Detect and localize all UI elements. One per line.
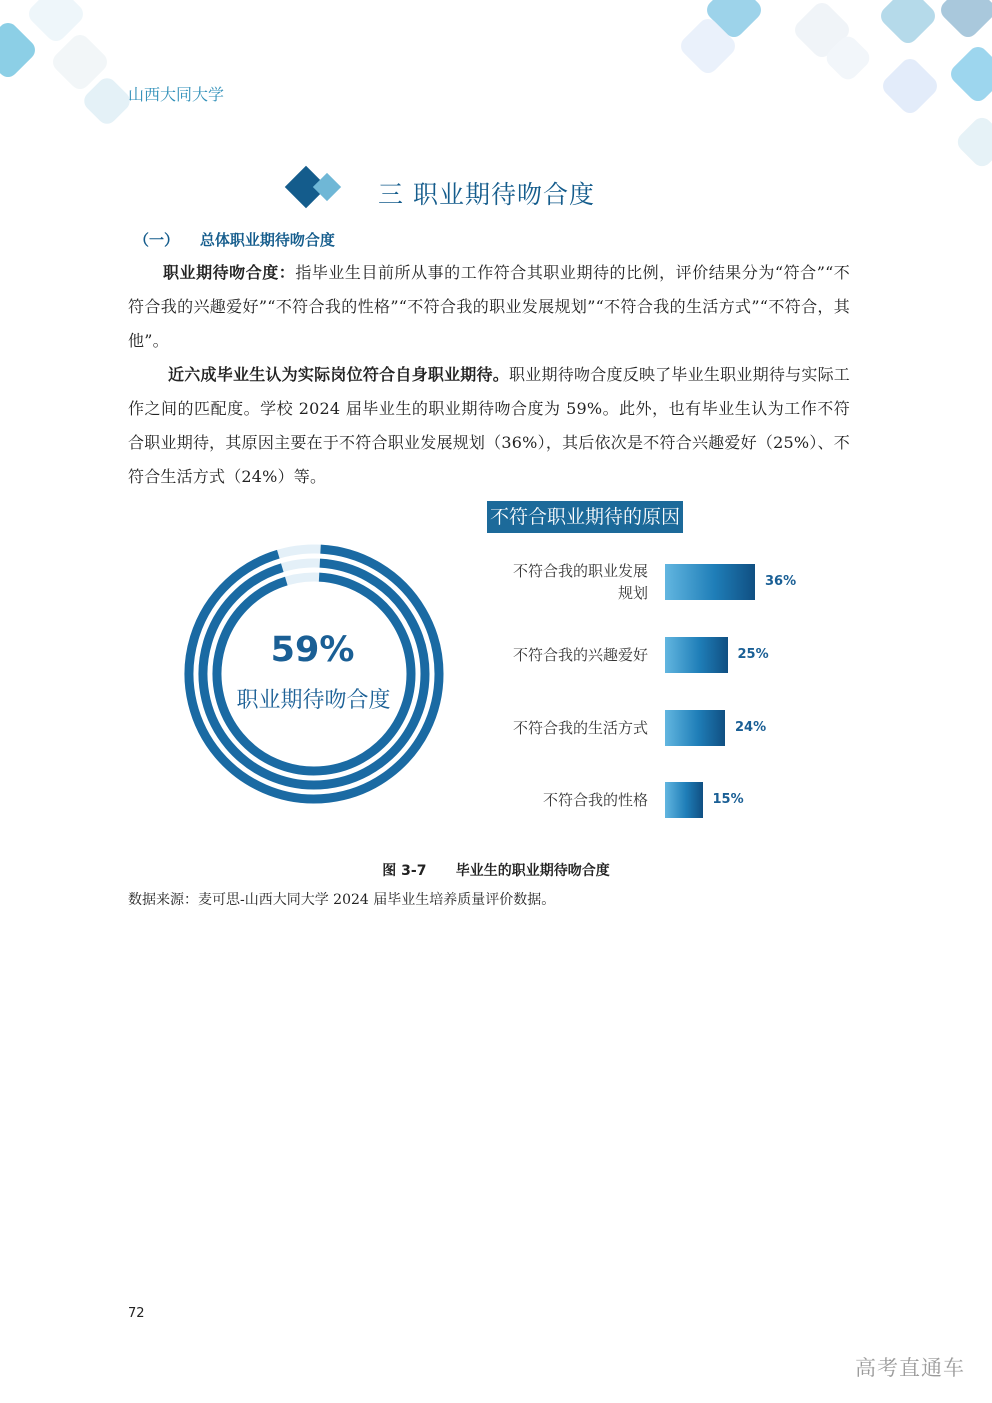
bar-category-label: 不符合我的职业发展 规划 — [512, 562, 648, 602]
donut-value-arc — [203, 563, 425, 785]
bar-category-label: 不符合我的兴趣爱好 — [512, 646, 648, 664]
bar-value-label: 36% — [765, 574, 797, 589]
definition-term: 职业期待吻合度： — [163, 263, 296, 282]
bar — [665, 564, 755, 600]
bar-value-label: 24% — [735, 720, 767, 735]
school-name-header: 山西大同大学 — [128, 85, 225, 104]
data-source-note: 数据来源：麦可思-山西大同大学 2024 届毕业生培养质量评价数据。 — [128, 892, 556, 908]
bar-chart-title: 不符合职业期待的原因 — [487, 501, 683, 533]
summary-paragraph — [128, 358, 850, 494]
watermark-text: 高考直通车 — [855, 1356, 965, 1380]
donut-value-arc — [217, 577, 411, 771]
bar-value-label: 25% — [737, 647, 769, 662]
section-heading — [283, 164, 703, 220]
figure-caption: 图 3-7 毕业生的职业期待吻合度 — [382, 863, 610, 879]
donut-center-value: 59% — [270, 630, 355, 670]
bar-value-label: 15% — [712, 792, 744, 807]
summary-text: 职业期待吻合度反映了毕业生职业期待与实际工作之间的匹配度。学校 2024 届毕业生的职业期待吻合度为 59%。此外，也有毕业生认为工作不符合职业期待，其原因主要在于不符合职业发展规划（36%），其后依次是不符合兴趣爱好（25%）、不符合生活方式（24%）等。 — [128, 365, 851, 486]
bar-category-label: 不符合我的性格 — [542, 791, 648, 809]
section-title: 三 职业期待吻合度 — [378, 180, 595, 209]
definition-text: 指毕业生目前所从事的工作符合其职业期待的比例，评价结果分为“符合”“不符合我的兴趣爱好”“不符合我的性格”“不符合我的职业发展规划”“不符合我的生活方式”“不符合，其他”。 — [128, 263, 850, 350]
bar — [665, 782, 703, 818]
donut-chart — [180, 530, 460, 810]
definition-paragraph — [128, 256, 850, 358]
bar-category-label: 不符合我的生活方式 — [512, 719, 648, 737]
summary-lead: 近六成毕业生认为实际岗位符合自身职业期待。 — [168, 365, 510, 384]
subsection-title: （一） 总体职业期待吻合度 — [134, 231, 335, 249]
bar — [665, 637, 728, 673]
bar — [665, 710, 725, 746]
donut-value-arc — [189, 549, 439, 799]
donut-center-label: 职业期待吻合度 — [236, 688, 391, 713]
page-number: 72 — [128, 1306, 145, 1321]
